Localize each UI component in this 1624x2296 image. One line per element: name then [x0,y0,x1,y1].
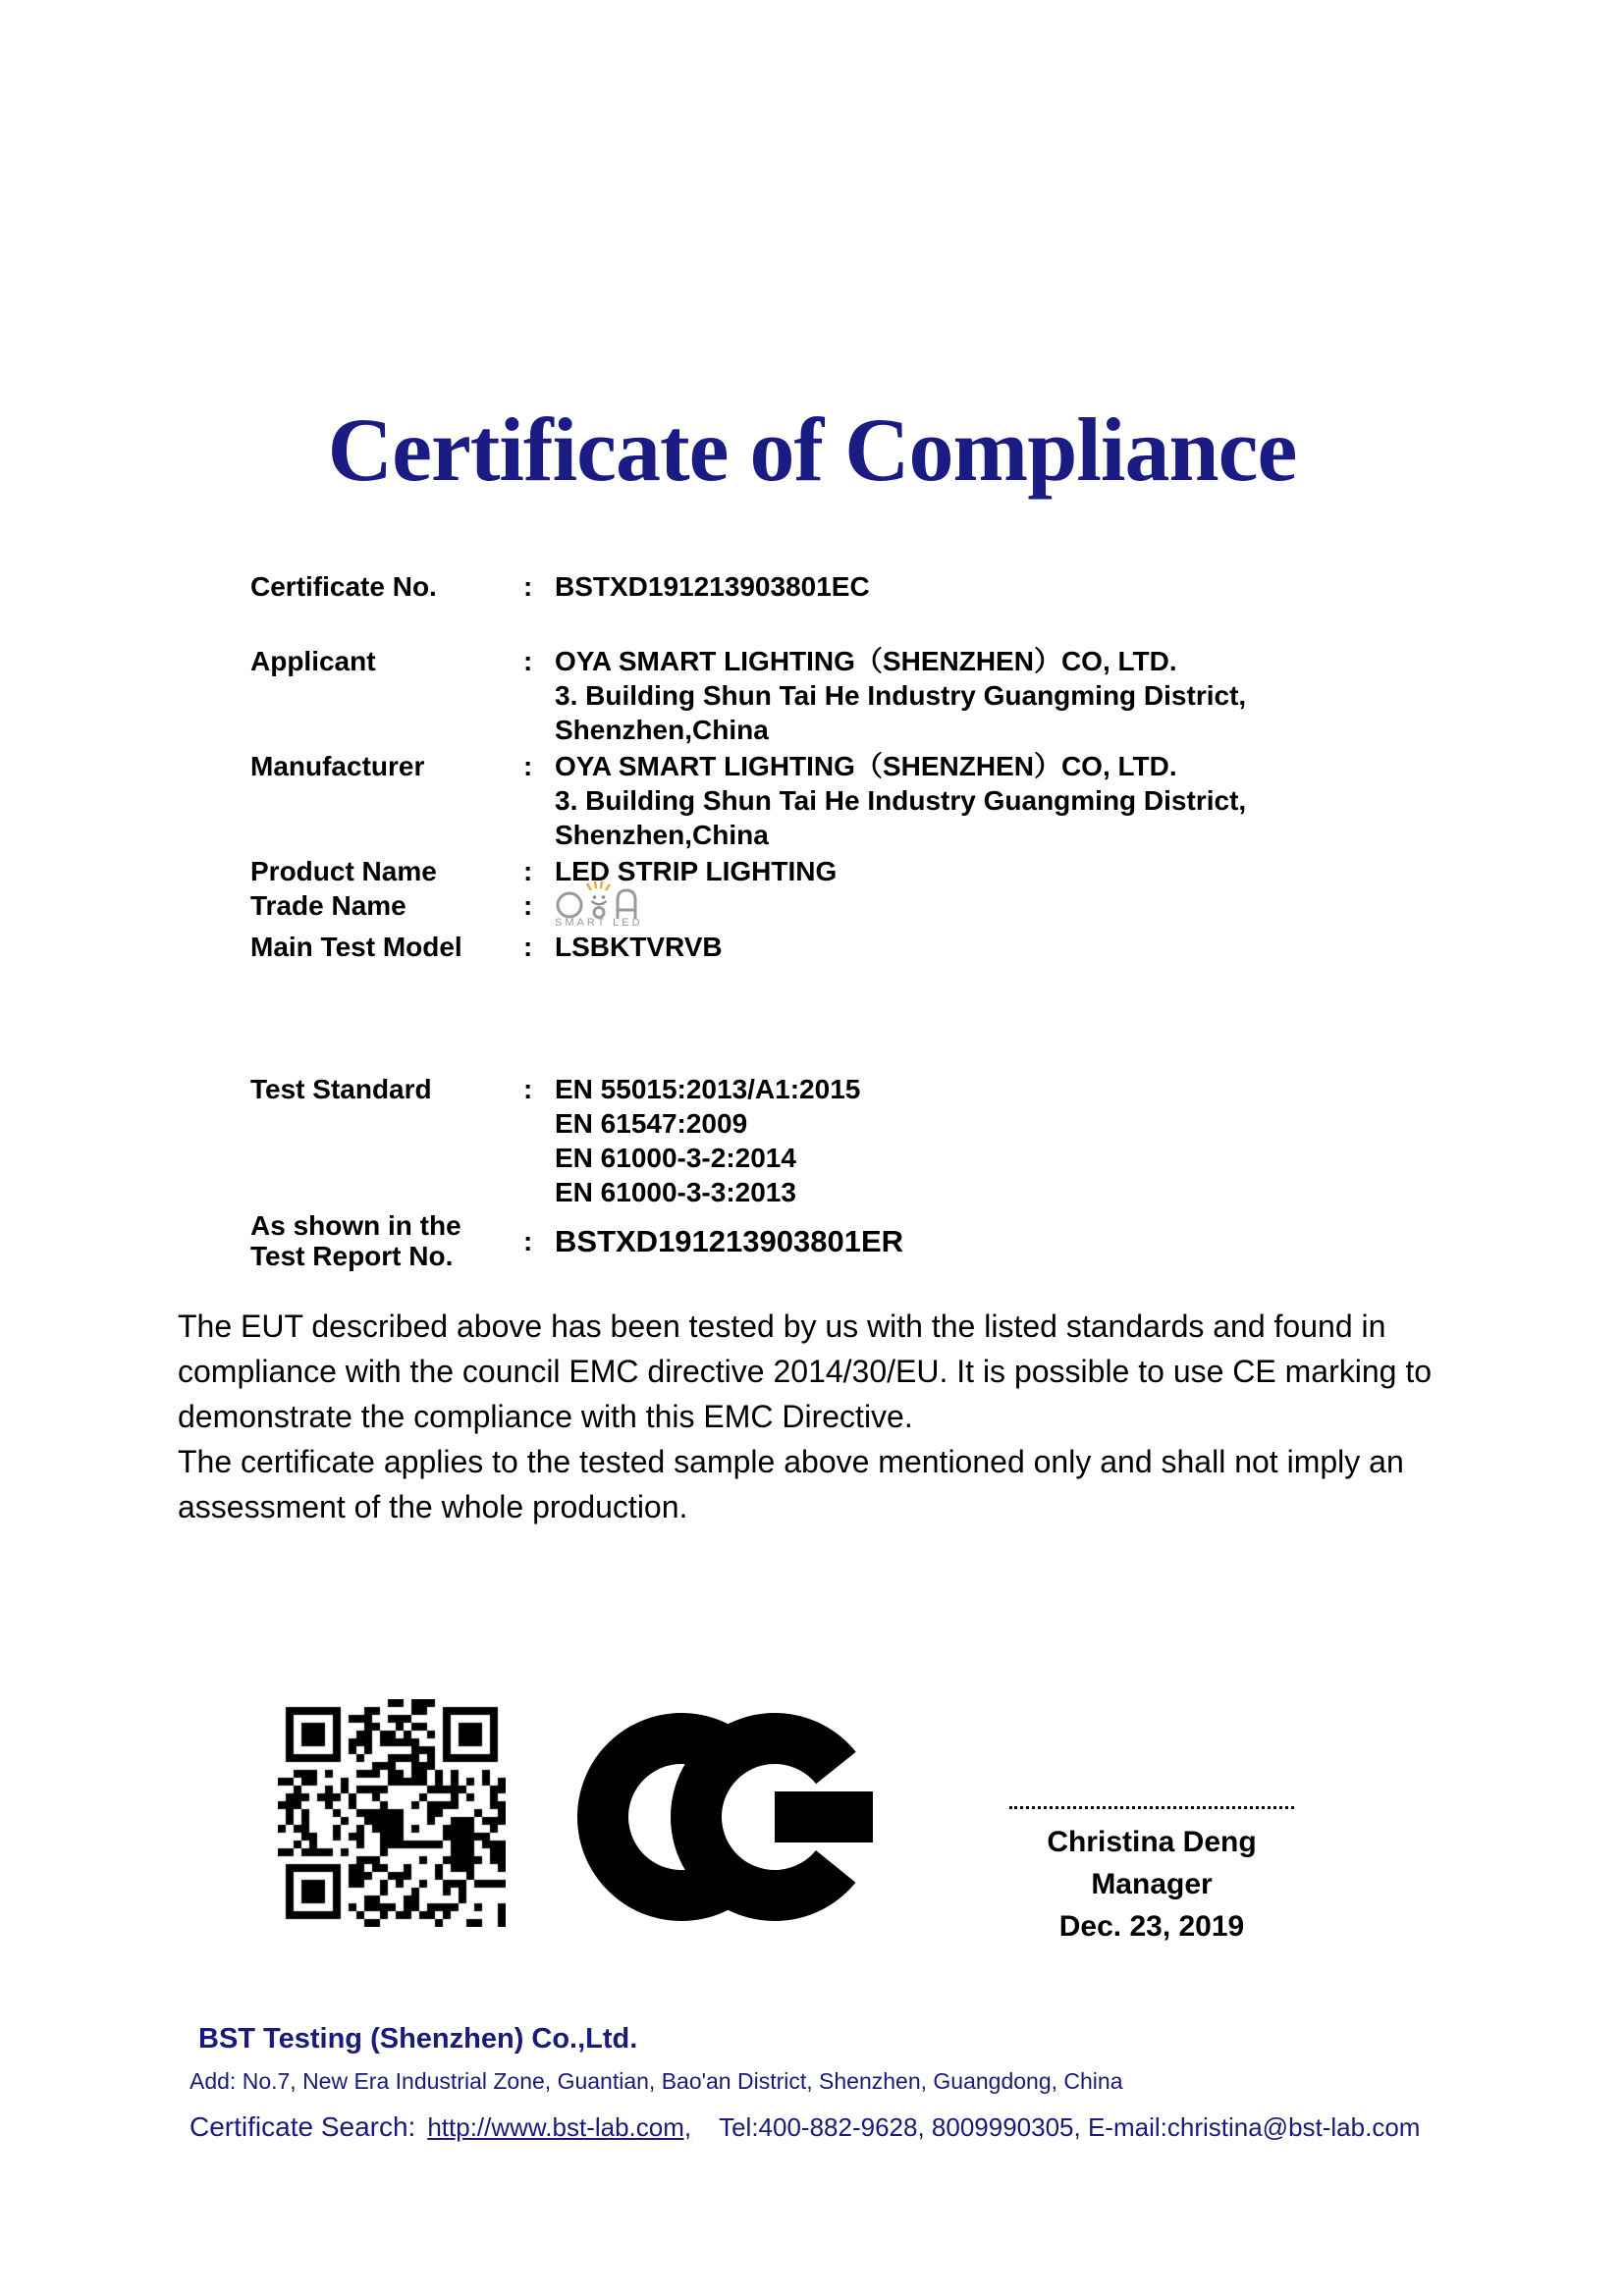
product-name-label: Product Name [250,856,437,886]
signer-role: Manager [1091,1868,1213,1900]
main-test-model-row [250,930,1409,964]
test-standard-row [250,1072,1409,1209]
test-standard-values [555,1072,1409,1209]
colon-separator: : [523,856,533,886]
certificate-search-link[interactable]: http://www.bst-lab.com, [427,2112,692,2142]
signature-block [1004,1806,1299,1948]
certificate-no-label: Certificate No. [250,571,437,602]
test-standard-line: EN 61547:2009 [555,1108,748,1139]
colon-separator: : [523,1074,533,1104]
product-name-value: LED STRIP LIGHTING [555,856,838,886]
colon-separator: : [523,751,533,781]
certificate-search-line [189,2111,1495,2143]
manufacturer-value [555,749,1409,852]
manufacturer-row [250,749,1409,852]
colon-separator: : [523,571,533,602]
signature-date: Dec. 23, 2019 [1058,1910,1245,1943]
lab-address: Add: No.7, New Era Industrial Zone, Guantian, Bao'an District, Shenzhen, Guangdong, China [189,2068,1123,2094]
oya-logo-subtext: SMART LED [555,917,643,929]
colon-separator: : [523,932,533,962]
test-report-label [250,1210,523,1271]
manufacturer-address-1: 3. Building Shun Tai He Industry Guangming District, [555,785,1247,816]
manufacturer-name: OYA SMART LIGHTING（SHENZHEN）CO, LTD. [555,751,1177,781]
oya-logo-icon [555,880,645,921]
colon-separator: : [523,890,533,921]
test-report-value: BSTXD191213903801ER [555,1223,904,1258]
main-test-model-value: LSBKTVRVB [555,932,723,962]
oya-smart-led-logo [555,880,645,929]
applicant-label: Applicant [250,646,376,676]
manufacturer-address-2: Shenzhen,China [555,820,769,850]
applicant-address-2: Shenzhen,China [555,715,769,745]
test-standard-line: EN 61000-3-2:2014 [555,1143,796,1173]
applicant-value [555,644,1409,747]
trade-name-row [250,888,1409,930]
main-test-model-label: Main Test Model [250,932,462,962]
certificate-no-row [250,569,1409,604]
applicant-address-1: 3. Building Shun Tai He Industry Guangming District, [555,680,1247,711]
ce-mark-icon [577,1713,879,1922]
test-standard-line: EN 61000-3-3:2013 [555,1177,796,1207]
trade-name-label: Trade Name [250,890,406,921]
applicant-name: OYA SMART LIGHTING（SHENZHEN）CO, LTD. [555,646,1177,676]
applicant-row [250,644,1409,747]
footer [189,2023,1495,2143]
lab-contact-info: Tel:400-882-9628, 8009990305, E-mail:christina@bst-lab.com [719,2112,1421,2142]
declaration-paragraph-1: The EUT described above has been tested by us with the listed standards and found in compliance with the council EMC directive 2014/30/EU. It is possible to use CE marking to demonstrate the compliance with this EMC Directive. [178,1308,1433,1434]
signature-dotted-line [1009,1806,1294,1809]
declaration-text [178,1304,1466,1529]
test-report-row [250,1210,1409,1271]
page-title: Certificate of Compliance [327,400,1297,500]
signer-name: Christina Deng [1047,1826,1257,1858]
colon-separator: : [523,646,533,676]
certificate-search-label: Certificate Search: [189,2111,416,2142]
qr-code [278,1699,506,1927]
test-standard-line: EN 55015:2013/A1:2015 [555,1074,861,1104]
certificate-details [250,569,1409,1271]
test-report-label-line-1: As shown in the [250,1210,461,1241]
certificate-no-value: BSTXD191213903801EC [555,571,870,602]
lab-company-name: BST Testing (Shenzhen) Co.,Ltd. [198,2023,638,2055]
test-standard-label: Test Standard [250,1074,432,1104]
manufacturer-label: Manufacturer [250,751,425,781]
test-report-label-line-2: Test Report No. [250,1241,454,1271]
declaration-paragraph-2: The certificate applies to the tested sample above mentioned only and shall not imply an assessment of the whole production. [178,1444,1404,1524]
colon-separator: : [523,1225,533,1256]
trade-name-value [555,888,1409,934]
product-name-row [250,854,1409,888]
